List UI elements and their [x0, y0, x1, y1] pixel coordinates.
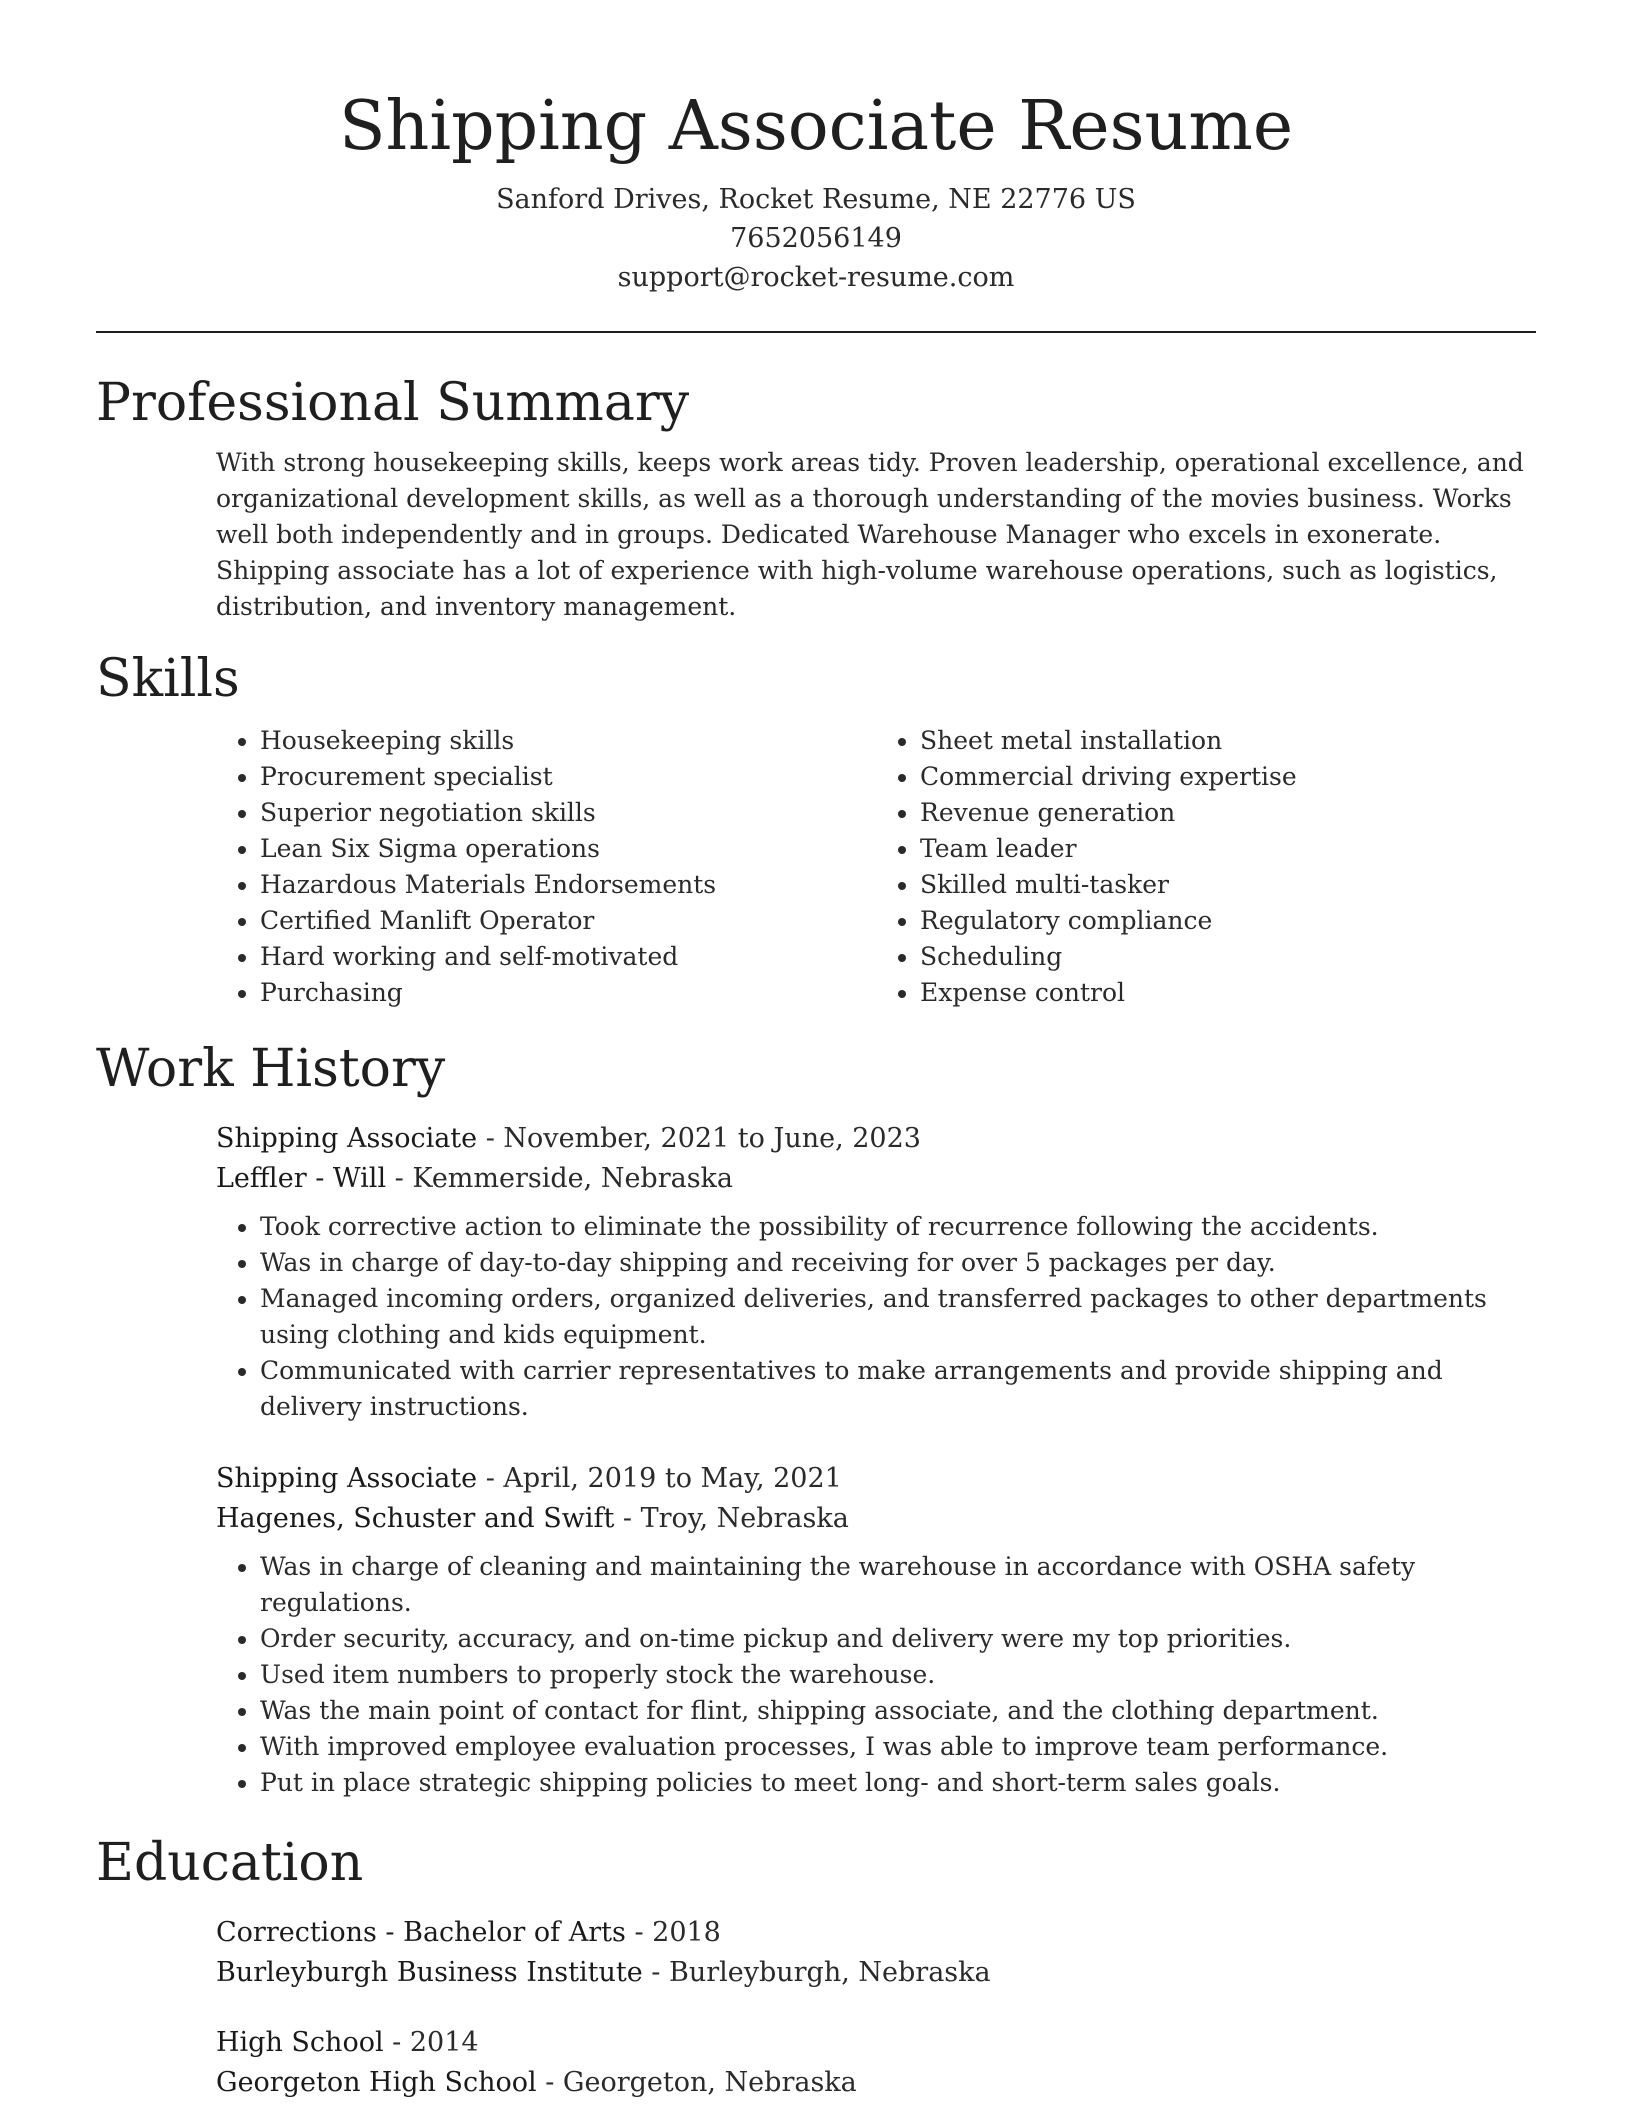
- job-bullet: • Used item numbers to properly stock the warehouse.: [260, 1657, 1536, 1693]
- education-degree-line: [216, 2023, 1536, 2063]
- skills-list-left: [216, 723, 876, 1011]
- job-bullet: • Was in charge of cleaning and maintaining the warehouse in accordance with OSHA safety regulations.: [260, 1549, 1536, 1621]
- contact-phone: 7652056149: [730, 223, 902, 254]
- contact-address: Sanford Drives, Rocket Resume, NE 22776 US: [496, 184, 1136, 215]
- education-degree: High School: [216, 2027, 384, 2058]
- skill-item: • Expense control: [920, 975, 1536, 1011]
- education-degree: Corrections - Bachelor of Arts: [216, 1917, 626, 1948]
- summary-text: With strong housekeeping skills, keeps work areas tidy. Proven leadership, operational excellence, and organizational development skills, as well as a thorough understanding of the movies business. Works well both independently and in groups. Dedicated Warehouse Manager who excels in exonerate. Shipping associate has a lot of experience with high-volume warehouse operations, such as logistics, distribution, and inventory management.: [216, 448, 1524, 621]
- skill-item: • Superior negotiation skills: [260, 795, 876, 831]
- education-school: Georgeton High School: [216, 2067, 537, 2098]
- education-section: [96, 1831, 1536, 2103]
- job-bullet: • Took corrective action to eliminate the possibility of recurrence following the accidents.: [260, 1209, 1536, 1245]
- skill-item: • Revenue generation: [920, 795, 1536, 831]
- education-degree-line: [216, 1913, 1536, 1953]
- job-bullet: • Was the main point of contact for flint, shipping associate, and the clothing department.: [260, 1693, 1536, 1729]
- summary-section: [96, 371, 1536, 625]
- job-bullet: • With improved employee evaluation processes, I was able to improve team performance.: [260, 1729, 1536, 1765]
- skill-item: • Housekeeping skills: [260, 723, 876, 759]
- skill-item: • Team leader: [920, 831, 1536, 867]
- education-school: Burleyburgh Business Institute: [216, 1957, 643, 1988]
- job-bullet: • Managed incoming orders, organized deliveries, and transferred packages to other departments using clothing and kids equipment.: [260, 1281, 1536, 1353]
- skill-item: • Sheet metal installation: [920, 723, 1536, 759]
- job-entry: [216, 1119, 1536, 1425]
- job-title-line: [216, 1119, 1536, 1159]
- skill-item: • Certified Manlift Operator: [260, 903, 876, 939]
- skill-item: • Scheduling: [920, 939, 1536, 975]
- job-company-line: [216, 1499, 1536, 1539]
- skill-item: • Lean Six Sigma operations: [260, 831, 876, 867]
- education-school-line: [216, 2063, 1536, 2103]
- skills-list-right: [876, 723, 1536, 1011]
- job-role: Shipping Associate: [216, 1463, 478, 1494]
- work-history-heading: Work History: [96, 1039, 446, 1099]
- job-bullets: [216, 1209, 1536, 1425]
- job-bullet: • Communicated with carrier representatives to make arrangements and provide shipping and delivery instructions.: [260, 1353, 1536, 1425]
- job-bullet: • Was in charge of day-to-day shipping and receiving for over 5 packages per day.: [260, 1245, 1536, 1281]
- job-bullets: [216, 1549, 1536, 1801]
- education-heading: Education: [96, 1833, 364, 1893]
- job-dates: - April, 2019 to May, 2021: [477, 1463, 842, 1494]
- contact-email: support@rocket-resume.com: [617, 262, 1015, 293]
- job-bullet: • Put in place strategic shipping policies to meet long- and short-term sales goals.: [260, 1765, 1536, 1801]
- job-bullet: • Order security, accuracy, and on-time pickup and delivery were my top priorities.: [260, 1621, 1536, 1657]
- skill-item: • Hazardous Materials Endorsements: [260, 867, 876, 903]
- education-year: - 2018: [625, 1917, 721, 1948]
- skill-item: • Regulatory compliance: [920, 903, 1536, 939]
- job-entry: [216, 1459, 1536, 1801]
- education-year: - 2014: [383, 2027, 479, 2058]
- skill-item: • Commercial driving expertise: [920, 759, 1536, 795]
- skills-section: [96, 647, 1536, 1011]
- job-title-line: [216, 1459, 1536, 1499]
- work-history-section: [96, 1037, 1536, 1801]
- skills-heading: Skills: [96, 649, 240, 709]
- skill-item: • Purchasing: [260, 975, 876, 1011]
- education-location: - Burleyburgh, Nebraska: [642, 1957, 991, 1988]
- skill-item: • Procurement specialist: [260, 759, 876, 795]
- contact-block: [96, 180, 1536, 297]
- job-company: Leffler - Will: [216, 1163, 387, 1194]
- skill-item: • Hard working and self-motivated: [260, 939, 876, 975]
- education-entry: [216, 1913, 1536, 1993]
- job-role: Shipping Associate: [216, 1123, 478, 1154]
- job-location: - Kemmerside, Nebraska: [386, 1163, 734, 1194]
- education-entry: [216, 2023, 1536, 2103]
- job-dates: - November, 2021 to June, 2023: [477, 1123, 921, 1154]
- resume-title: Shipping Associate Resume: [338, 87, 1294, 166]
- job-company-line: [216, 1159, 1536, 1199]
- job-location: - Troy, Nebraska: [614, 1503, 849, 1534]
- education-school-line: [216, 1953, 1536, 1993]
- education-location: - Georgeton, Nebraska: [536, 2067, 857, 2098]
- summary-heading: Professional Summary: [96, 373, 690, 433]
- job-company: Hagenes, Schuster and Swift: [216, 1503, 615, 1534]
- skills-columns: [216, 723, 1536, 1011]
- resume-header: [96, 0, 1536, 297]
- skill-item: • Skilled multi-tasker: [920, 867, 1536, 903]
- header-divider: [96, 331, 1536, 333]
